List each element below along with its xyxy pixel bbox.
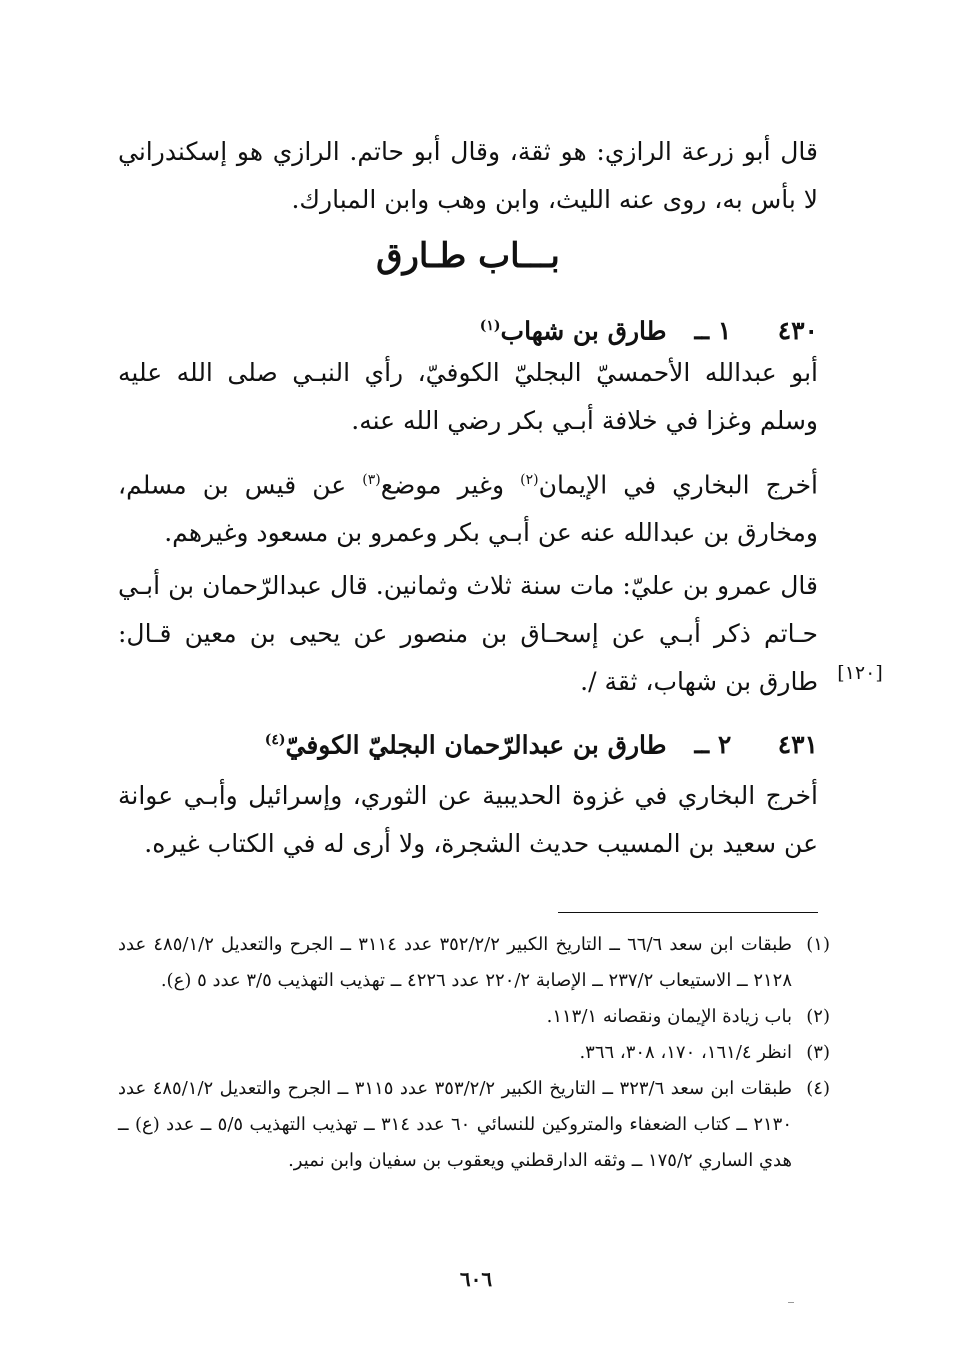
entry-subnumber: ١ ــ (694, 316, 732, 346)
entry-430-description: أبو عبدالله الأحمسيّ البجليّ الكوفيّ، رأي النبـي صلى الله عليه وسلم وغزا في خلافة أبـي بكر رضي الله عنه. (118, 358, 818, 435)
margin-page-reference: [١٢٠] (837, 662, 883, 684)
footnote-text: باب زيادة الإيمان ونقصانه ١١٣/١. (546, 1006, 792, 1027)
entry-430-death: قال عمرو بن عليّ: مات سنة ثلاث وثمانين. قال عبدالرّحمان بن أبـي حـاتم ذكر أبـي عن إسحـاق بن منصور عن يحيى بن معين قـال: طارق بن شهاب، ثقة /. (118, 571, 818, 696)
footnote-3 (118, 1035, 830, 1071)
top-paragraph: قال أبو زرعة الرازي: هو ثقة، وقال أبو حاتم. الرازي هو إسكندراني لا بأس به، روى عنه الليث، وابن وهب وابن المبارك. (118, 137, 818, 214)
entry-name: طارق بن عبدالرّحمان البجليّ الكوفيّ (285, 730, 667, 760)
entry-431 (118, 720, 818, 765)
footnote-mark: (٤) (806, 1078, 830, 1099)
footnote-ref: (٢) (520, 472, 539, 488)
section-heading: بـــاب طـارق (376, 236, 560, 276)
page-number: ٦٠٦ (459, 1267, 493, 1291)
entry-name: طارق بن شهاب (500, 316, 667, 346)
entry-subnumber: ٢ ــ (694, 730, 732, 760)
footnote-1 (118, 927, 830, 999)
footnote-text: انظر ١٦١/٤، ١٧٠، ٣٠٨، ٣٦٦. (579, 1042, 792, 1063)
footnotes (118, 927, 830, 1179)
footnote-mark: (٢) (806, 1006, 830, 1027)
footnote-mark: (٣) (806, 1042, 830, 1063)
footnote-text: طبقات ابن سعد ٦٦/٦ ــ التاريخ الكبير ٣٥٢/٢/٢ عدد ٣١١٤ ــ الجرح والتعديل ٤٨٥/١/٢ عدد ٢١٢٨ ــ الاستيعاب ٢٣٧/٢ ــ الإصابة ٢٢٠/٢ عدد ٤٢٢٦ ــ تهذيب التهذيب ٣/٥ عدد ٥ (ع). (118, 934, 792, 991)
entry-430-bukhari (118, 456, 818, 557)
scan-speck (788, 1302, 794, 1303)
footnote-divider (558, 912, 818, 913)
entry-430 (118, 306, 818, 351)
entry-number: ٤٣٠ (777, 316, 818, 346)
footnote-4 (118, 1071, 830, 1179)
entry-431-bukhari: أخرج البخاري في غزوة الحديبية عن الثوري، وإسرائيل وأبـي عوانة عن سعيد بن المسيب حديث الشجرة، ولا أرى له في الكتاب غيره. (118, 781, 818, 858)
text-part: أخرج البخاري في الإيمان (538, 470, 818, 500)
footnote-text: طبقات ابن سعد ٣٢٣/٦ ــ التاريخ الكبير ٣٥٣/٢/٢ عدد ٣١١٥ ــ الجرح والتعديل ٤٨٥/١/٢ عدد ٢١٣٠ ــ كتاب الضعفاء والمتروكين للنسائي ٦٠ عدد ٣١٤ ــ تهذيب التهذيب ٥/٥ ــ عدد (ع) ــ هدي الساري ١٧٥/٢ ــ وثقه الدارقطني ويعقوب بن سفيان وابن نمير. (118, 1078, 792, 1171)
footnote-ref: (٤) (264, 732, 286, 748)
footnote-ref: (٣) (362, 472, 381, 488)
footnote-mark: (١) (806, 934, 830, 955)
footnote-2 (118, 999, 830, 1035)
footnote-ref: (١) (479, 318, 501, 334)
text-part: عن قيس بن مسلم، ومخارق بن عبدالله عنه عن أبـي بكر وعمرو بن مسعود وغيرهم. (118, 470, 818, 548)
entry-number: ٤٣١ (777, 730, 818, 760)
text-part: وغير موضع (380, 470, 521, 500)
